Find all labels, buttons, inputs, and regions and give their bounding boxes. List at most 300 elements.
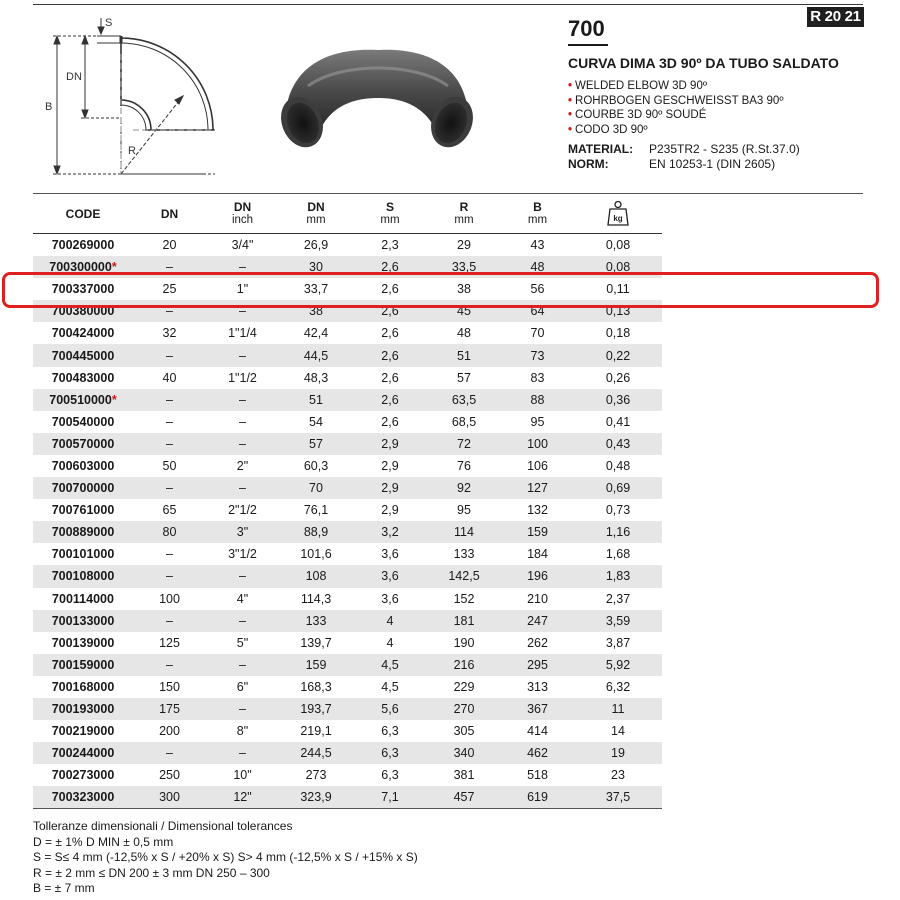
code-value: 700570000 xyxy=(51,436,115,451)
cell-dn: 100 xyxy=(159,591,180,606)
norm-value: EN 10253-1 (DIN 2605) xyxy=(649,156,776,171)
cell-kg: 19 xyxy=(574,742,662,764)
code-value: 700133000 xyxy=(51,613,115,628)
cell-b: 247 xyxy=(501,610,574,632)
cell-r: 68,5 xyxy=(451,414,477,429)
cell-b: 106 xyxy=(527,458,548,473)
cell-r: 38 xyxy=(457,282,471,297)
cell-code xyxy=(33,234,133,257)
cell-dn: – xyxy=(133,433,206,455)
cell-dn: – xyxy=(133,742,206,764)
cell-b: 295 xyxy=(501,654,574,676)
translation-es: • CODO 3D 90º xyxy=(568,123,784,138)
code-value: 700114000 xyxy=(52,591,114,606)
col-header-b-label: B xyxy=(533,200,542,214)
cell-code xyxy=(33,654,133,676)
cell-code xyxy=(33,477,133,499)
cell-s: 2,6 xyxy=(353,344,427,366)
col-header-s xyxy=(353,195,427,234)
cell-inch: – xyxy=(239,414,246,429)
code-value: 700510000 xyxy=(49,392,112,407)
cell-b: 414 xyxy=(527,724,548,739)
col-header-dn-mm-unit: mm xyxy=(306,214,326,226)
code-value: 700424000 xyxy=(51,326,115,341)
cell-kg: 0,73 xyxy=(605,503,631,518)
tolerance-r: R = ± 2 mm ≤ DN 200 ± 3 mm DN 250 – 300 xyxy=(33,865,270,880)
code-value: 700159000 xyxy=(51,657,115,672)
cell-r: 229 xyxy=(453,679,475,694)
cell-mm: 70 xyxy=(279,477,353,499)
cell-b: 210 xyxy=(527,591,548,606)
cell-r: 33,5 xyxy=(427,256,501,278)
cell-dn: 80 xyxy=(133,521,206,543)
cell-code xyxy=(33,367,133,389)
cell-inch: – xyxy=(206,344,279,366)
code-value: 700603000 xyxy=(51,458,115,473)
cell-inch: – xyxy=(206,256,279,278)
cell-dn: – xyxy=(166,547,173,562)
table-row xyxy=(33,367,662,389)
cell-s: 4 xyxy=(386,635,394,650)
product-number: 700 xyxy=(568,16,605,41)
cell-s: 2,6 xyxy=(353,389,427,411)
cell-mm: 323,9 xyxy=(279,786,353,809)
cell-inch: 6" xyxy=(236,679,249,694)
cell-code xyxy=(33,676,133,698)
cell-s: 4,5 xyxy=(353,654,427,676)
table-row xyxy=(33,786,662,809)
table-row xyxy=(33,499,662,521)
cell-mm: 159 xyxy=(279,654,353,676)
cell-s: 5,6 xyxy=(353,698,427,720)
cell-kg: 11 xyxy=(574,698,662,720)
cell-s: 6,3 xyxy=(353,742,427,764)
cell-kg: 0,43 xyxy=(574,433,662,455)
cell-inch: 2"1/2 xyxy=(228,503,257,518)
cell-kg: 1,83 xyxy=(574,565,662,587)
cell-inch: 1"1/2 xyxy=(228,370,257,385)
cell-kg: 0,69 xyxy=(574,477,662,499)
cell-code xyxy=(33,521,133,543)
col-header-s-label: S xyxy=(385,200,394,214)
cell-s: 3,2 xyxy=(353,521,427,543)
cell-b: 64 xyxy=(501,300,574,322)
col-header-dn-inch-unit: inch xyxy=(231,214,254,226)
cell-b: 73 xyxy=(501,344,574,366)
cell-mm: 44,5 xyxy=(279,344,353,366)
code-value: 700193000 xyxy=(51,702,115,717)
code-value: 700269000 xyxy=(51,238,115,253)
series-badge: R 20 21 xyxy=(807,7,864,27)
tolerances-heading: Tolleranze dimensionali / Dimensional tolerances xyxy=(33,819,293,833)
table-row xyxy=(33,433,662,455)
cell-r: 190 xyxy=(453,635,475,650)
cell-r: 57 xyxy=(457,370,471,385)
cell-code xyxy=(33,764,133,786)
cell-mm: 219,1 xyxy=(300,724,332,739)
cell-code xyxy=(33,389,133,411)
cell-inch: – xyxy=(206,477,279,499)
table-row xyxy=(33,565,662,587)
table-row xyxy=(33,720,662,742)
tolerance-s: S = S≤ 4 mm (-12,5% x S / +20% x S) S> 4 mm (-12,5% x S / +15% x S) xyxy=(33,850,418,864)
col-header-dn-mm xyxy=(279,195,353,234)
cell-inch: – xyxy=(206,742,279,764)
table-row xyxy=(33,588,662,610)
cell-r: 114 xyxy=(427,521,501,543)
cell-code xyxy=(33,433,133,455)
col-header-dn xyxy=(133,195,206,234)
cell-s: 4 xyxy=(353,610,427,632)
cell-inch: 4" xyxy=(236,591,249,606)
cell-dn: – xyxy=(133,389,206,411)
cell-code xyxy=(33,742,133,764)
cell-code xyxy=(33,322,133,344)
cell-s: 7,1 xyxy=(353,786,427,809)
tolerance-d: D = ± 1% D MIN ± 0,5 mm xyxy=(33,834,174,849)
weight-icon xyxy=(607,200,629,226)
table-row xyxy=(33,455,662,477)
cell-kg: 0,48 xyxy=(605,458,631,473)
table-row xyxy=(33,344,662,366)
dimensional-tolerances xyxy=(33,819,418,897)
cell-b: 462 xyxy=(501,742,574,764)
cell-code xyxy=(33,588,133,610)
code-value: 700337000 xyxy=(51,282,115,297)
diagram-label-s: S xyxy=(105,17,113,29)
cell-mm: 244,5 xyxy=(279,742,353,764)
cell-b: 88 xyxy=(501,389,574,411)
cell-kg: 0,11 xyxy=(606,282,630,297)
cell-kg: 1,68 xyxy=(605,547,631,562)
cell-b: 196 xyxy=(501,565,574,587)
cell-r: 29 xyxy=(457,238,471,253)
cell-dn: 32 xyxy=(162,326,177,341)
cell-kg: 6,32 xyxy=(605,679,631,694)
cell-r: 216 xyxy=(427,654,501,676)
table-row xyxy=(33,742,662,764)
tolerance-b: B = ± 7 mm xyxy=(33,881,95,895)
cell-r: 381 xyxy=(453,768,475,783)
cell-inch: 10" xyxy=(233,768,252,783)
col-header-code-label: CODE xyxy=(65,206,101,221)
diagram-label-r: R xyxy=(128,145,136,157)
cell-r: 72 xyxy=(427,433,501,455)
cell-dn: 200 xyxy=(159,724,180,739)
cell-inch: – xyxy=(206,433,279,455)
cell-s: 2,9 xyxy=(353,477,427,499)
cell-inch: 2" xyxy=(236,458,249,473)
cell-dn: – xyxy=(166,414,173,429)
table-row xyxy=(33,676,662,698)
cell-inch: – xyxy=(206,565,279,587)
cell-r: 45 xyxy=(427,300,501,322)
cell-dn: 150 xyxy=(159,679,180,694)
cell-b: 48 xyxy=(501,256,574,278)
cell-dn: 20 xyxy=(162,238,177,253)
cell-mm: 51 xyxy=(279,389,353,411)
cell-kg: 14 xyxy=(611,724,625,739)
cell-r: 63,5 xyxy=(427,389,501,411)
cell-b: 262 xyxy=(527,635,548,650)
cell-s: 3,6 xyxy=(353,565,427,587)
cell-code xyxy=(33,610,133,632)
cell-code xyxy=(33,411,133,433)
row-highlight-outline xyxy=(2,272,879,308)
cell-kg: 0,22 xyxy=(574,344,662,366)
cell-dn: 250 xyxy=(159,768,180,783)
code-value: 700219000 xyxy=(51,724,115,739)
cell-r: 95 xyxy=(457,503,471,518)
table-row xyxy=(33,411,662,433)
cell-inch: 1" xyxy=(236,282,249,297)
cell-mm: 193,7 xyxy=(279,698,353,720)
cell-code xyxy=(33,455,133,477)
cell-kg: 0,18 xyxy=(605,326,631,341)
cell-kg: 3,87 xyxy=(605,635,631,650)
cell-s: 2,6 xyxy=(381,282,399,297)
cell-code xyxy=(33,499,133,521)
cell-s: 3,6 xyxy=(381,591,399,606)
cell-b: 95 xyxy=(530,414,545,429)
cell-dn: – xyxy=(133,565,206,587)
col-header-weight xyxy=(574,195,662,234)
table-row xyxy=(33,764,662,786)
cell-r: 76 xyxy=(457,458,471,473)
cell-inch: 3" xyxy=(206,521,279,543)
cell-r: 133 xyxy=(453,547,475,562)
cell-mm: 273 xyxy=(305,768,327,783)
code-value: 700700000 xyxy=(51,481,115,496)
product-number-underline xyxy=(568,44,608,46)
table-row xyxy=(33,521,662,543)
cell-kg: 5,92 xyxy=(574,654,662,676)
cell-b: 100 xyxy=(501,433,574,455)
cell-s: 6,3 xyxy=(381,724,399,739)
cell-code xyxy=(33,344,133,366)
cell-b: 619 xyxy=(501,786,574,809)
cell-s: 3,6 xyxy=(381,547,399,562)
code-value: 700108000 xyxy=(51,569,115,584)
col-header-dn-inch xyxy=(206,195,279,234)
elbow-dimension-diagram xyxy=(33,14,243,189)
code-value: 700323000 xyxy=(51,790,115,805)
cell-code xyxy=(33,720,133,742)
diagram-label-b: B xyxy=(45,101,53,113)
code-value: 700445000 xyxy=(51,348,115,363)
cell-mm: 88,9 xyxy=(279,521,353,543)
weight-icon-label: kg xyxy=(613,213,623,223)
cell-inch: 1"1/4 xyxy=(228,326,257,341)
material-value: P235TR2 - S235 (R.St.37.0) xyxy=(649,142,800,156)
cell-dn: – xyxy=(133,256,206,278)
cell-mm: 76,1 xyxy=(303,503,329,518)
cell-mm: 108 xyxy=(279,565,353,587)
cell-mm: 114,3 xyxy=(300,591,332,606)
cell-dn: – xyxy=(133,610,206,632)
cell-s: 4,5 xyxy=(381,679,399,694)
material-row xyxy=(568,142,800,157)
title-translations xyxy=(568,79,784,137)
cell-code xyxy=(33,632,133,654)
cell-dn: 175 xyxy=(133,698,206,720)
cell-kg: 0,26 xyxy=(605,370,631,385)
code-value: 700483000 xyxy=(51,370,115,385)
cell-kg: 3,59 xyxy=(574,610,662,632)
code-value: 700244000 xyxy=(51,746,115,761)
cell-r: 181 xyxy=(427,610,501,632)
cell-kg: 2,37 xyxy=(605,591,631,606)
elbow-product-photo xyxy=(280,48,475,163)
cell-dn: – xyxy=(133,654,206,676)
cell-mm: 133 xyxy=(279,610,353,632)
cell-kg: 37,5 xyxy=(574,786,662,809)
col-header-r xyxy=(427,195,501,234)
cell-b: 184 xyxy=(527,547,548,562)
cell-mm: 48,3 xyxy=(303,370,329,385)
cell-s: 2,3 xyxy=(381,238,399,253)
table-row xyxy=(33,698,662,720)
col-header-r-unit: mm xyxy=(454,214,474,226)
asterisk-mark: * xyxy=(111,260,117,275)
col-header-dn-inch-label: DN xyxy=(233,200,252,214)
col-header-dn-mm-label: DN xyxy=(307,200,325,214)
cell-dn: 40 xyxy=(162,370,177,385)
col-header-dn-label: DN xyxy=(160,206,179,221)
norm-label: NORM: xyxy=(568,156,609,171)
cell-s: 6,3 xyxy=(381,768,399,783)
cell-mm: 101,6 xyxy=(300,547,332,562)
cell-kg: 0,13 xyxy=(574,300,662,322)
table-top-rule xyxy=(33,193,863,194)
table-header-row xyxy=(33,195,662,234)
table-row xyxy=(33,322,662,344)
table-row xyxy=(33,632,662,654)
cell-inch: – xyxy=(206,698,279,720)
col-header-r-label: R xyxy=(459,200,469,214)
cell-r: 142,5 xyxy=(427,565,501,587)
cell-mm: 33,7 xyxy=(303,282,329,297)
cell-kg: 0,08 xyxy=(605,238,631,253)
norm-row xyxy=(568,157,800,172)
cell-inch: 12" xyxy=(206,786,279,809)
cell-code xyxy=(33,786,133,809)
cell-code xyxy=(33,698,133,720)
cell-inch: – xyxy=(206,389,279,411)
cell-b: 367 xyxy=(501,698,574,720)
cell-inch: 8" xyxy=(236,724,249,739)
cell-kg: 23 xyxy=(611,768,625,783)
cell-dn: 300 xyxy=(133,786,206,809)
cell-dn: 65 xyxy=(162,503,177,518)
cell-r: 92 xyxy=(427,477,501,499)
cell-inch: 5" xyxy=(236,635,249,650)
cell-mm: 42,4 xyxy=(303,326,329,341)
cell-dn: – xyxy=(133,344,206,366)
table-row xyxy=(33,654,662,676)
cell-mm: 139,7 xyxy=(300,635,332,650)
code-value: 700761000 xyxy=(51,503,115,518)
cell-b: 43 xyxy=(530,238,545,253)
table-row xyxy=(33,610,662,632)
col-header-b-unit: mm xyxy=(527,214,548,226)
cell-s: 2,6 xyxy=(381,414,399,429)
cell-kg: 0,36 xyxy=(574,389,662,411)
col-header-s-unit: mm xyxy=(380,214,400,226)
cell-s: 2,9 xyxy=(381,503,399,518)
cell-mm: 38 xyxy=(279,300,353,322)
cell-b: 313 xyxy=(527,679,548,694)
cell-r: 51 xyxy=(427,344,501,366)
cell-s: 2,9 xyxy=(353,433,427,455)
cell-b: 56 xyxy=(530,282,545,297)
table-row xyxy=(33,477,662,499)
cell-b: 132 xyxy=(527,503,548,518)
cell-r: 270 xyxy=(427,698,501,720)
col-header-code xyxy=(33,195,133,234)
translation-en: • WELDED ELBOW 3D 90º xyxy=(568,79,784,94)
cell-inch: – xyxy=(206,610,279,632)
cell-kg: 0,08 xyxy=(574,256,662,278)
cell-dn: 25 xyxy=(162,282,177,297)
translation-fr: • COURBE 3D 90º SOUDÉ xyxy=(568,108,784,123)
table-row xyxy=(33,543,662,565)
material-label: MATERIAL: xyxy=(568,142,634,156)
cell-mm: 26,9 xyxy=(303,238,329,253)
code-value: 700380000 xyxy=(51,304,115,319)
cell-dn: 50 xyxy=(162,458,177,473)
diagram-label-dn: DN xyxy=(66,71,82,83)
cell-s: 2,6 xyxy=(353,256,427,278)
cell-code xyxy=(33,565,133,587)
code-value: 700540000 xyxy=(51,414,115,429)
cell-inch: 3"1/2 xyxy=(228,547,257,562)
code-value: 700889000 xyxy=(51,525,115,540)
cell-b: 518 xyxy=(527,768,548,783)
cell-mm: 54 xyxy=(309,414,323,429)
product-title: CURVA DIMA 3D 90º DA TUBO SALDATO xyxy=(568,55,839,71)
cell-mm: 57 xyxy=(279,433,353,455)
asterisk-mark: * xyxy=(111,392,117,407)
cell-mm: 60,3 xyxy=(303,458,329,473)
table-row xyxy=(33,389,662,411)
code-value: 700101000 xyxy=(51,547,115,562)
cell-b: 70 xyxy=(530,326,545,341)
cell-r: 152 xyxy=(453,591,475,606)
cell-kg: 1,16 xyxy=(574,521,662,543)
translation-de: • ROHRBOGEN GESCHWEISST BA3 90º xyxy=(568,94,784,109)
cell-inch: 3/4" xyxy=(231,238,254,253)
cell-r: 457 xyxy=(427,786,501,809)
cell-mm: 30 xyxy=(279,256,353,278)
cell-code xyxy=(33,543,133,565)
cell-r: 48 xyxy=(457,326,471,341)
cell-mm: 168,3 xyxy=(300,679,332,694)
material-specs xyxy=(568,142,800,171)
table-row xyxy=(33,234,662,257)
cell-dn: – xyxy=(133,477,206,499)
top-page-rule xyxy=(33,4,863,5)
cell-s: 2,6 xyxy=(381,326,399,341)
cell-b: 127 xyxy=(501,477,574,499)
code-value: 700168000 xyxy=(51,679,115,694)
cell-dn: 125 xyxy=(159,635,180,650)
cell-b: 159 xyxy=(501,521,574,543)
code-value: 700273000 xyxy=(51,768,115,783)
code-value: 700300000 xyxy=(49,260,112,275)
cell-s: 2,6 xyxy=(381,370,399,385)
cell-s: 2,9 xyxy=(381,458,399,473)
